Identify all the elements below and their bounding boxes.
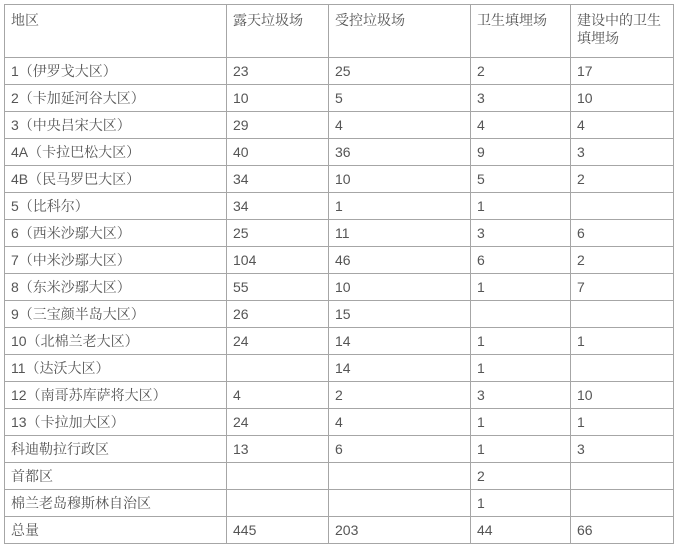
header-row [5,5,674,58]
value-cell: 66 [571,517,674,544]
value-cell: 6 [329,436,471,463]
table-row [5,382,674,409]
value-cell: 44 [471,517,571,544]
value-cell: 5 [329,85,471,112]
table-row [5,301,674,328]
region-cell: 1（伊罗戈大区） [5,58,227,85]
table-row [5,247,674,274]
table-row [5,220,674,247]
value-cell: 36 [329,139,471,166]
table-row [5,436,674,463]
value-cell: 3 [471,382,571,409]
value-cell: 10 [329,166,471,193]
value-cell: 10 [571,85,674,112]
table-row [5,193,674,220]
table-body [5,58,674,544]
table-row [5,328,674,355]
value-cell [571,355,674,382]
value-cell: 55 [227,274,329,301]
value-cell: 9 [471,139,571,166]
value-cell: 10 [227,85,329,112]
value-cell: 3 [471,220,571,247]
value-cell: 4 [471,112,571,139]
value-cell: 3 [471,85,571,112]
value-cell: 25 [227,220,329,247]
value-cell: 5 [471,166,571,193]
column-header: 受控垃圾场 [329,5,471,58]
column-header: 卫生填埋场 [471,5,571,58]
region-cell: 3（中央吕宋大区） [5,112,227,139]
region-cell: 首都区 [5,463,227,490]
region-cell: 11（达沃大区） [5,355,227,382]
value-cell: 24 [227,409,329,436]
region-cell: 13（卡拉加大区） [5,409,227,436]
region-cell: 12（南哥苏库萨将大区） [5,382,227,409]
value-cell: 2 [471,58,571,85]
table-row [5,463,674,490]
value-cell [227,463,329,490]
column-header: 露天垃圾场 [227,5,329,58]
value-cell: 1 [471,274,571,301]
value-cell: 4 [571,112,674,139]
value-cell: 11 [329,220,471,247]
value-cell: 2 [471,463,571,490]
region-cell: 科迪勒拉行政区 [5,436,227,463]
column-header: 地区 [5,5,227,58]
value-cell: 40 [227,139,329,166]
value-cell: 15 [329,301,471,328]
value-cell: 29 [227,112,329,139]
value-cell: 4 [329,409,471,436]
value-cell: 1 [571,328,674,355]
table-row [5,355,674,382]
table-row [5,274,674,301]
value-cell: 26 [227,301,329,328]
value-cell: 14 [329,355,471,382]
table-row [5,409,674,436]
region-cell: 总量 [5,517,227,544]
value-cell: 6 [471,247,571,274]
region-cell: 8（东米沙鄢大区） [5,274,227,301]
region-cell: 4B（民马罗巴大区） [5,166,227,193]
value-cell: 2 [571,166,674,193]
region-cell: 5（比科尔） [5,193,227,220]
value-cell: 34 [227,166,329,193]
region-cell: 7（中米沙鄢大区） [5,247,227,274]
value-cell [329,463,471,490]
value-cell: 7 [571,274,674,301]
table-row [5,517,674,544]
value-cell: 1 [471,193,571,220]
waste-facilities-table [4,4,674,544]
value-cell: 10 [571,382,674,409]
value-cell [329,490,471,517]
value-cell: 1 [471,328,571,355]
value-cell [571,463,674,490]
value-cell: 2 [329,382,471,409]
table-row [5,112,674,139]
value-cell: 1 [471,436,571,463]
value-cell: 2 [571,247,674,274]
value-cell [571,193,674,220]
value-cell: 25 [329,58,471,85]
value-cell: 3 [571,436,674,463]
value-cell: 14 [329,328,471,355]
value-cell: 1 [471,355,571,382]
value-cell: 10 [329,274,471,301]
value-cell: 104 [227,247,329,274]
value-cell: 3 [571,139,674,166]
region-cell: 10（北棉兰老大区） [5,328,227,355]
value-cell: 1 [329,193,471,220]
value-cell: 1 [471,409,571,436]
value-cell: 4 [227,382,329,409]
table-row [5,490,674,517]
table-row [5,139,674,166]
value-cell: 23 [227,58,329,85]
value-cell [471,301,571,328]
region-cell: 4A（卡拉巴松大区） [5,139,227,166]
value-cell: 34 [227,193,329,220]
column-header: 建设中的卫生填埋场 [571,5,674,58]
region-cell: 9（三宝颜半岛大区） [5,301,227,328]
value-cell: 1 [471,490,571,517]
value-cell: 46 [329,247,471,274]
value-cell [571,490,674,517]
value-cell: 13 [227,436,329,463]
value-cell: 203 [329,517,471,544]
region-cell: 2（卡加延河谷大区） [5,85,227,112]
value-cell: 4 [329,112,471,139]
table-row [5,85,674,112]
value-cell: 1 [571,409,674,436]
value-cell: 6 [571,220,674,247]
value-cell: 445 [227,517,329,544]
table-row [5,58,674,85]
value-cell [227,355,329,382]
value-cell [227,490,329,517]
region-cell: 6（西米沙鄢大区） [5,220,227,247]
table-row [5,166,674,193]
region-cell: 棉兰老岛穆斯林自治区 [5,490,227,517]
value-cell [571,301,674,328]
value-cell: 24 [227,328,329,355]
value-cell: 17 [571,58,674,85]
